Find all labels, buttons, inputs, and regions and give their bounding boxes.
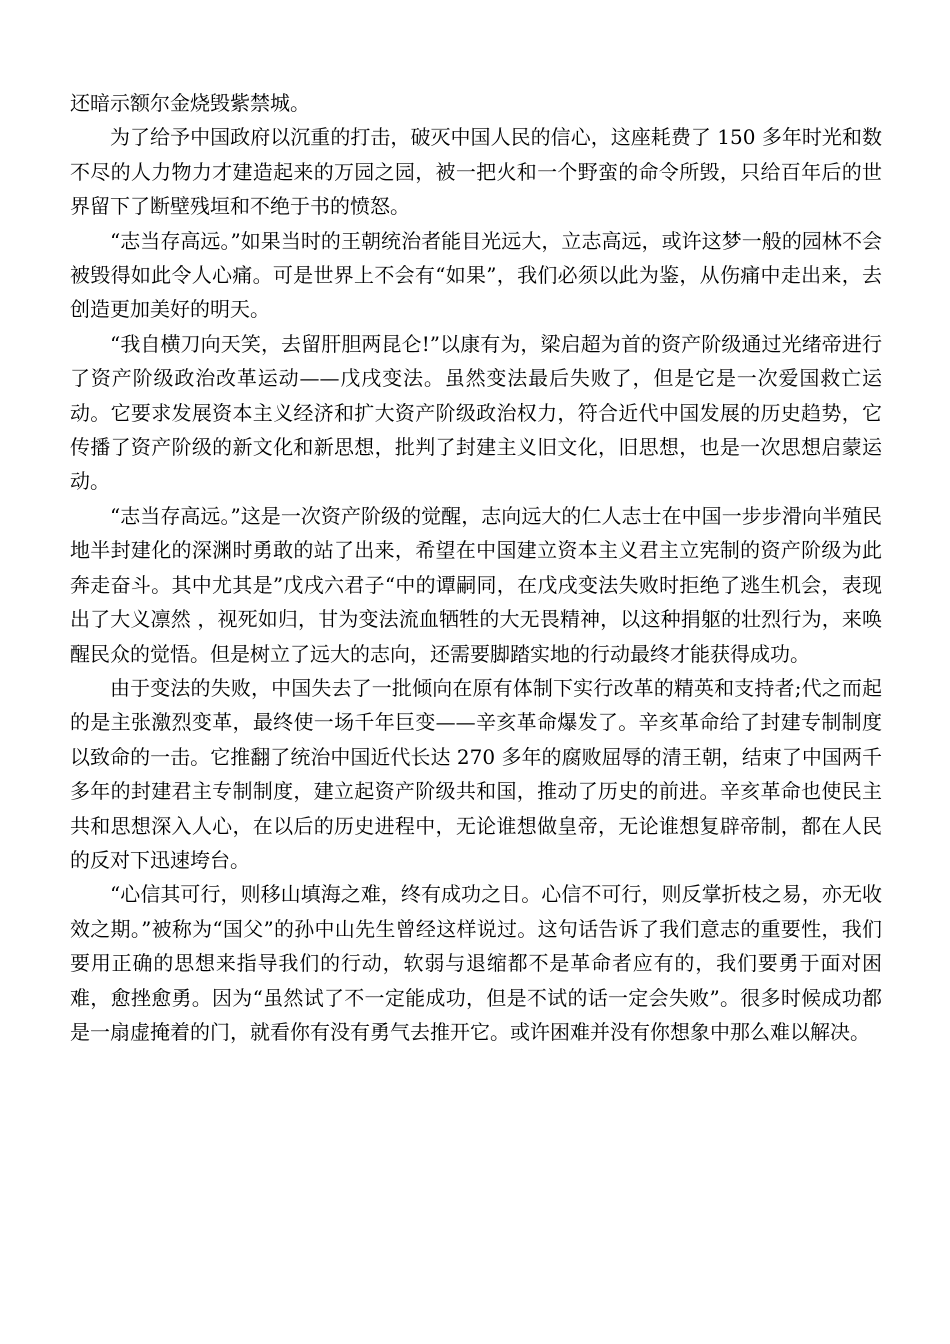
paragraph: “我自横刀向天笑，去留肝胆两昆仑!”以康有为，梁启超为首的资产阶级通过光绪帝进行了资产阶级政治改革运动——戊戌变法。虽然变法最后失败了，但是它是一次爱国救亡运动。它要求发展资本主义经济和扩大资产阶级政治权力，符合近代中国发展的历史趋势，它传播了资产阶级的新文化和新思想，批判了封建主义旧文化，旧思想，也是一次思想启蒙运动。 [70,331,882,494]
document-body [70,86,882,1049]
paragraph: 由于变法的失败，中国失去了一批倾向在原有体制下实行改革的精英和支持者;代之而起的是主张激烈变革，最终使一场千年巨变——辛亥革命爆发了。辛亥革命给了封建专制制度以致命的一击。它推翻了统治中国近代长达 270 多年的腐败屈辱的清王朝，结束了中国两千多年的封建君主专制制度，建立起资产阶级共和国，推动了历史的前进。辛亥革命也使民主共和思想深入人心，在以后的历史进程中，无论谁想做皇帝，无论谁想复辟帝制，都在人民的反对下迅速垮台。 [70,675,882,872]
paragraph: “志当存高远。”如果当时的王朝统治者能目光远大，立志高远，或许这梦一般的园林不会被毁得如此令人心痛。可是世界上不会有“如果”，我们必须以此为鉴，从伤痛中走出来，去创造更加美好的明天。 [70,228,882,322]
paragraph: “心信其可行，则移山填海之难，终有成功之日。心信不可行，则反掌折枝之易，亦无收效之期。”被称为“国父”的孙中山先生曾经这样说过。这句话告诉了我们意志的重要性，我们要用正确的思想来指导我们的行动，软弱与退缩都不是革命者应有的，我们要勇于面对困难，愈挫愈勇。因为“虽然试了不一定能成功，但是不试的话一定会失败”。很多时候成功都是一扇虚掩着的门，就看你有没有勇气去推开它。或许困难并没有你想象中那么难以解决。 [70,882,882,1044]
paragraph: 为了给予中国政府以沉重的打击，破灭中国人民的信心，这座耗费了 150 多年时光和数不尽的人力物力才建造起来的万园之园，被一把火和一个野蛮的命令所毁，只给百年后的世界留下了断壁残垣和不绝于书的愤怒。 [70,125,882,219]
paragraph-continuation: 还暗示额尔金烧毁紫禁城。 [70,91,310,115]
paragraph: “志当存高远。”这是一次资产阶级的觉醒，志向远大的仁人志士在中国一步步滑向半殖民地半封建化的深渊时勇敢的站了出来，希望在中国建立资本主义君主立宪制的资产阶级为此奔走奋斗。其中尤其是”戊戌六君子“中的谭嗣同，在戊戌变法失败时拒绝了逃生机会，表现出了大义凛然 ，视死如归，甘为变法流血牺牲的大无畏精神，以这种捐躯的壮烈行为，来唤醒民众的觉悟。但是树立了远大的志向，还需要脚踏实地的行动最终才能获得成功。 [70,503,882,666]
